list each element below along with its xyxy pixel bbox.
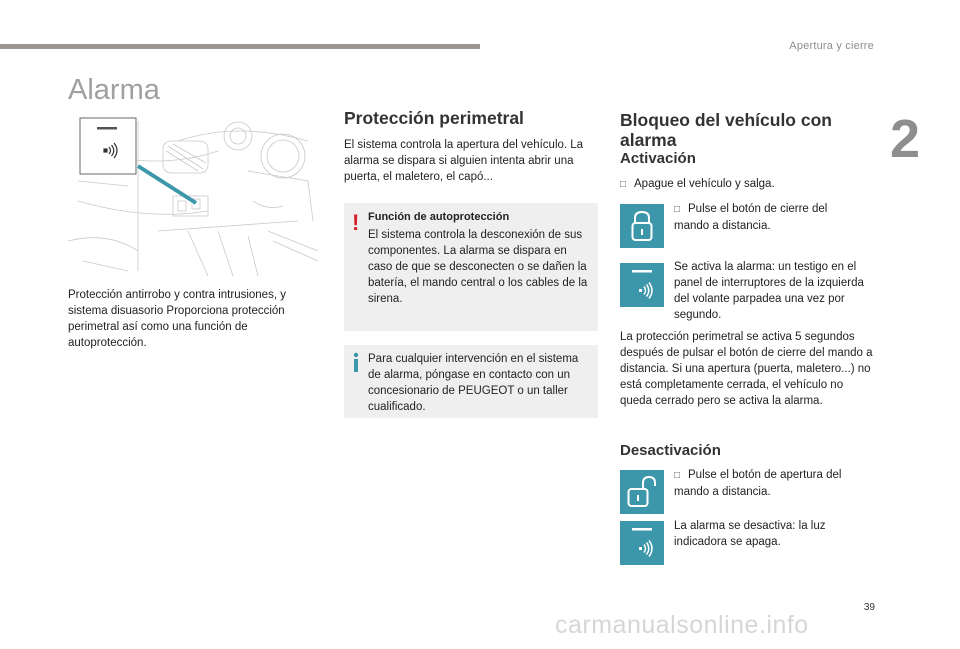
padlock-open-icon: [620, 470, 664, 514]
perimeter-title: Protección perimetral: [344, 108, 524, 128]
info-text: Para cualquier intervención en el sistema de alarma, póngase en contacto con un concesionario de PEUGEOT o un taller cualificado.: [368, 353, 579, 413]
activation-step-2: □ Pulse el botón de cierre del mando a distancia.: [674, 203, 828, 232]
chapter-number: 2: [890, 109, 921, 169]
dashboard-illustration: [68, 111, 322, 281]
figure-caption: Protección antirrobo y contra intrusiones, y sistema disuasorio Proporciona protección perimetral así como una función de autoprotección.: [68, 289, 286, 349]
activation-note: La protección perimetral se activa 5 segundos después de pulsar el botón de cierre del mando a distancia. Si una apertura (puerta, maletero...) no está completamente cerrada, el vehículo no queda cerrado pero se activa la alarma.: [620, 331, 873, 407]
bullet-mark-icon: □: [674, 470, 681, 481]
warning-icon: !: [352, 210, 360, 235]
activation-step-1: □ Apague el vehículo y salga.: [620, 176, 870, 193]
alarm-indicator-icon: [620, 521, 664, 565]
section-title: Apertura y cierre: [789, 40, 874, 52]
page-title: Alarma: [68, 74, 160, 106]
perimeter-body: El sistema controla la apertura del vehículo. La alarma se dispara si alguien intenta abrir una puerta, el maletero, el capó...: [344, 139, 584, 183]
bullet-mark-icon: □: [674, 204, 681, 215]
deactivation-title: Desactivación: [620, 442, 721, 459]
warning-title: Función de autoprotección: [368, 211, 510, 223]
deactivation-result: La alarma se desactiva: la luz indicadora se apaga.: [674, 520, 826, 548]
lock-title: Bloqueo del vehículo con alarma: [620, 110, 832, 150]
bullet-mark-icon: □: [620, 179, 627, 190]
activation-title: Activación: [620, 150, 696, 167]
warning-text: El sistema controla la desconexión de sus componentes. La alarma se dispara en caso de que se desconecten o se dañen la batería, el mando central o los cables de la sirena.: [368, 229, 588, 305]
watermark: carmanualsonline.info: [555, 611, 809, 639]
header-bar: [0, 44, 480, 49]
deactivation-step-1: □ Pulse el botón de apertura del mando a distancia.: [674, 469, 842, 498]
padlock-closed-icon: [620, 204, 664, 248]
page-number: 39: [863, 602, 875, 613]
activation-result: Se activa la alarma: un testigo en el panel de interruptores de la izquierda del volante parpadea una vez por segundo.: [674, 261, 864, 321]
info-icon: [351, 352, 361, 372]
alarm-indicator-icon: [620, 263, 664, 307]
